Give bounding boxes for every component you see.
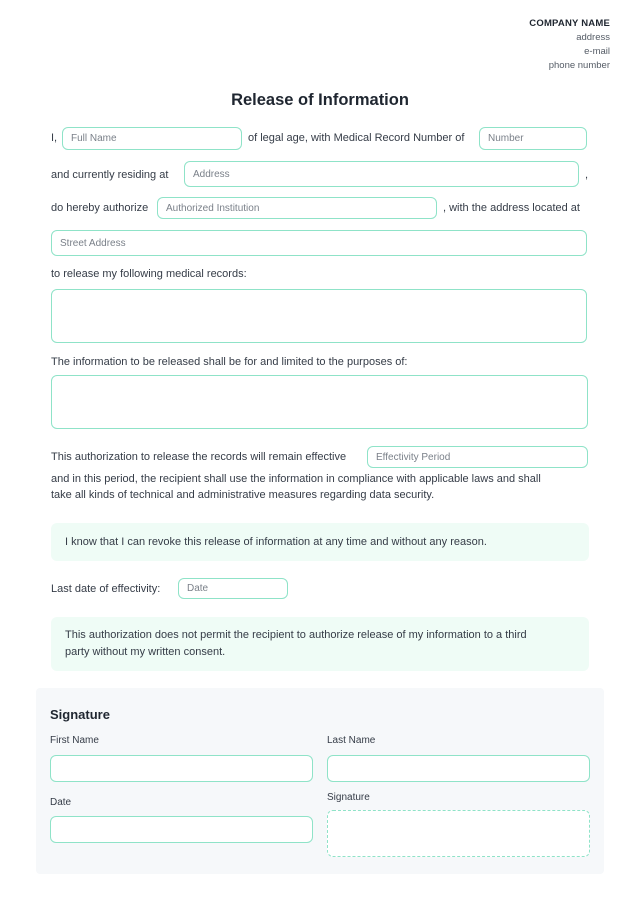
- company-phone: phone number: [548, 60, 610, 71]
- company-email: e-mail: [584, 46, 610, 57]
- full-name-input[interactable]: [62, 127, 242, 150]
- last-name-input[interactable]: [327, 755, 590, 782]
- company-address: address: [576, 32, 610, 43]
- row2-suffix: ,: [585, 169, 589, 181]
- consent-note: [51, 617, 589, 671]
- authorized-institution-input[interactable]: [157, 197, 437, 219]
- consent-note-line1: This authorization does not permit the recipient to authorize release of my information to a third: [65, 629, 527, 641]
- address-input[interactable]: [184, 161, 579, 187]
- row3-suffix: , with the address located at: [443, 202, 580, 214]
- first-name-label: First Name: [50, 735, 99, 746]
- signature-box[interactable]: [327, 810, 590, 857]
- company-info: [529, 17, 610, 73]
- purposes-label: The information to be released shall be for and limited to the purposes of:: [51, 356, 408, 368]
- signature-label: Signature: [327, 792, 370, 803]
- signature-section-title: Signature: [50, 707, 110, 722]
- date-label: Date: [50, 797, 72, 808]
- signature-date-input[interactable]: [50, 816, 313, 843]
- purposes-textarea[interactable]: [51, 375, 588, 429]
- street-address-input[interactable]: [51, 230, 587, 256]
- row1-prefix: I,: [51, 132, 58, 144]
- row3-text: do hereby authorize: [51, 202, 149, 214]
- last-name-label: Last Name: [327, 735, 376, 746]
- effective-line2: take all kinds of technical and administrative measures regarding data security.: [51, 489, 435, 501]
- revoke-note-text: I know that I can revoke this release of information at any time and without any reason.: [65, 536, 487, 548]
- row2-text: and currently residing at: [51, 169, 169, 181]
- record-number-input[interactable]: [479, 127, 587, 150]
- first-name-input[interactable]: [50, 755, 313, 782]
- effectivity-period-input[interactable]: [367, 446, 588, 468]
- effective-text: This authorization to release the records will remain effective: [51, 451, 347, 463]
- consent-note-line2: party without my written consent.: [65, 646, 226, 658]
- effective-line1: and in this period, the recipient shall use the information in compliance with applicable laws and shall: [51, 473, 541, 485]
- records-label: to release my following medical records:: [51, 268, 247, 280]
- revoke-note: [51, 523, 589, 561]
- last-date-label: Last date of effectivity:: [51, 583, 161, 595]
- last-date-input[interactable]: [178, 578, 288, 599]
- medical-records-textarea[interactable]: [51, 289, 587, 343]
- row1-mid-text: of legal age, with Medical Record Number of: [248, 132, 465, 144]
- page-title: Release of Information: [231, 91, 409, 109]
- company-name: COMPANY NAME: [529, 18, 610, 29]
